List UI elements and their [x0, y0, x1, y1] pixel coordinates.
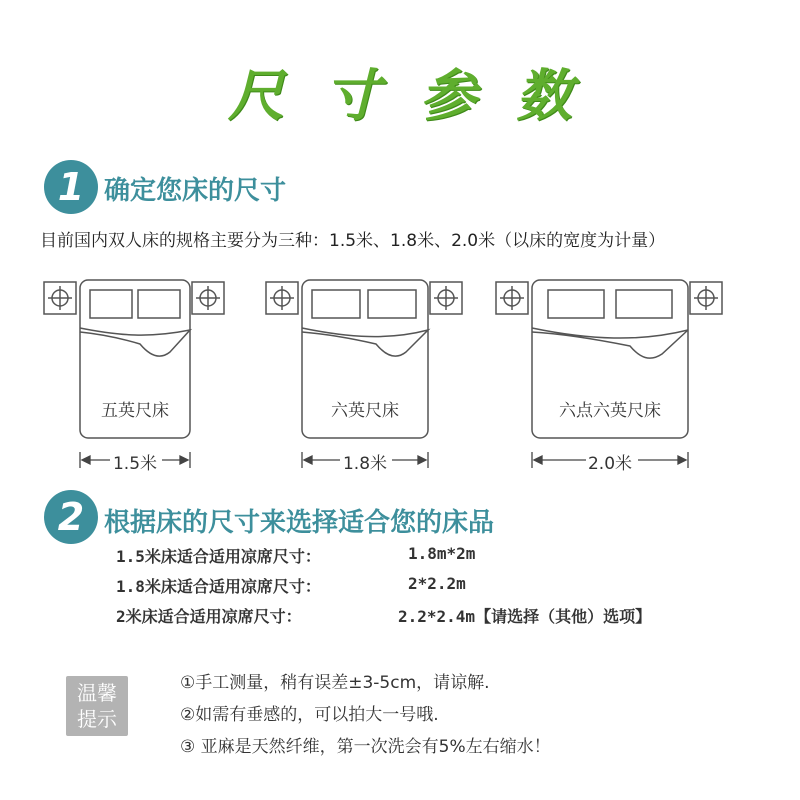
- mat-size-row-value: 2.2*2.4m【请选择（其他）选项】: [398, 607, 652, 626]
- mat-size-row-value: 1.8m*2m: [408, 544, 476, 563]
- tip-note: ②如需有垂感的，可以拍大一号哦.: [180, 705, 439, 725]
- tips-badge-line: 温馨: [77, 681, 117, 705]
- bed-width-label: 1.5米: [112, 454, 158, 474]
- bed-width-label: 1.8米: [342, 454, 388, 474]
- tips-badge-line: 提示: [77, 707, 117, 731]
- mat-size-row-label: 1.8米床适合适用凉席尺寸：: [116, 577, 321, 596]
- tip-note: ①手工测量，稍有误差±3-5cm，请谅解.: [180, 673, 490, 693]
- step-2-badge: 2: [44, 490, 98, 544]
- section-2-heading: 根据床的尺寸来选择适合您的床品: [104, 508, 495, 538]
- step-1-badge: 1: [44, 160, 98, 214]
- page-title: 尺寸参数: [228, 64, 612, 129]
- bed-label: 六点六英尺床: [559, 401, 661, 421]
- bed-size-intro: 目前国内双人床的规格主要分为三种：1.5米、1.8米、2.0米（以床的宽度为计量）: [40, 231, 666, 251]
- bed-label: 五英尺床: [101, 401, 169, 421]
- section-1-heading: 确定您床的尺寸: [104, 176, 287, 206]
- bed-label: 六英尺床: [331, 401, 399, 421]
- tip-note: ③ 亚麻是天然纤维，第一次洗会有5%左右缩水！: [180, 737, 551, 757]
- tips-badge: [66, 676, 128, 736]
- mat-size-row-label: 1.5米床适合适用凉席尺寸：: [116, 547, 321, 566]
- mat-size-row-value: 2*2.2m: [408, 574, 466, 593]
- mat-size-row-label: 2米床适合适用凉席尺寸：: [116, 607, 302, 626]
- bed-width-label: 2.0米: [587, 454, 633, 474]
